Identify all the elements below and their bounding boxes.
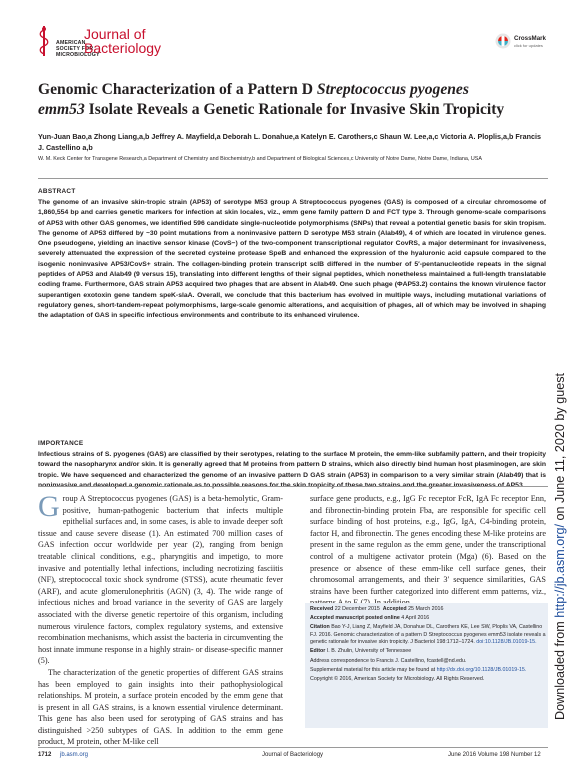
- footer-divider: [38, 747, 548, 748]
- footer-issue: June 2016 Volume 198 Number 12: [448, 752, 541, 758]
- abstract-text: The genome of an invasive skin-tropic strain (AP53) of serotype M53 group A Streptococcus pyogenes (GAS) is composed of a circular chromosome of 1,860,554 bp and carries genetic markers for infection at skin locales, viz., emm gene family pattern D and FCT type 3. Through genome-scale comparisons of AP53 with other GAS genomes, we identified 596 candidate single-nucleotide polymorphisms (SNPs) that reveal a potential genetic basis for skin tropism. The genome of AP53 differed by ~30 point mutations from a noninvasive pattern D serotype M53 strain (Alab49), 4 of which are located in virulence genes. One pseudogene, yielding an inactive sensor kinase (CovS−) of the two-component transcriptional regulator CovRS, a major determinant for invasiveness, severely attenuated the expression of the secreted cysteine protease SpeB and enhanced the expression of the hyaluronic acid capsule compared to the isogenic noninvasive AP53/CovS+ strain. The collagen-binding protein transcript sclB differed in the number of 5′-pentanucleotide repeats in the signal peptides of AP53 and Alab49 (9 versus 15), translating into different lengths of their signal peptides, which nonetheless maintained a full-length translatable coding frame. Furthermore, GAS strain AP53 acquired two phages that are absent in Alab49. One such phage (ΦAP53.2) contains the known virulence factor superantigen exotoxin gene tandem speK-slaA. Overall, we conclude that this bacterium has evolved in multiple ways, including mutational variations of regulatory genes, short-tandem-repeat polymorphisms, large-scale genomic alterations, and acquisition of phages, all of which may be involved in shaping the adaptation of GAS in specific infectious environments and contribute to its enhanced virulence.: [38, 199, 546, 320]
- importance-heading: IMPORTANCE: [38, 440, 84, 447]
- paragraph: surface gene products, e.g., IgG Fc receptor FcR, IgA Fc receptor Enn, and fibronectin-binding protein Fba, are responsible for specific cell surface binding of host proteins, e.g., IgG, IgA, C4-binding protein, factor H, and fibronectin. The genes encoding these M-like proteins are present in the same regulon as the emm gene, under the transcriptional control of a multigene activator protein (Mga) (6). Based on the presence or absence of these emm-like cell surface genes, their chromosomal arrangements, and their 3′ sequence similarities, GAS strains have been further categorized into different emm patterns, viz.,: [310, 494, 546, 596]
- citation: Citation Bao Y-J, Liang Z, Mayfield JA, Donahue DL, Carothers KE, Lee SW, Ploplis VA, Castellino FJ. 2016. Genomic characterization of a pattern D Streptococcus pyogenes emm53 isolate reveals a genetic rationale for invasive skin tropicity. J Bacteriol 198:1712–1724. doi:10.1128/JB.01019-15.: [310, 624, 546, 646]
- crossmark-icon: [495, 33, 511, 51]
- paragraph: The characterization of the genetic properties of different GAS strains has been employed to gain insights into their pathophysiological relationships. M protein, a surface protein encoded by the emm gene that is present in all GAS strains, is a known essential virulence determinant. This gene has also been used for serotyping of GAS strains and has distinguished >250 subtypes of GAS. In addition to the emm gene product, M protein, other M-like cell: [38, 667, 283, 747]
- website-link[interactable]: jb.asm.org: [60, 752, 89, 758]
- journal-link[interactable]: http://jb.asm.org/: [553, 524, 567, 618]
- page-number: 1712: [38, 752, 52, 758]
- paragraph: roup A Streptococcus pyogenes (GAS) is a beta-hemolytic, Gram-positive, human-pathogenic bacterium that infects multiple epithelial surfaces and, in some cases, is able to invade deeper soft tissue and cause severe disease (1). An estimated 700 million cases of GAS infection occur worldwide per year (2), ranging from benign treatable clinical conditions, e.g., pharyngitis and impetigo, to more invasive and potentially lethal infections, including necrotizing fasciitis (NF), streptococcal toxic shock syndrome (STSS), acute rheumatic fever (ARF), and acute glomerulonephritis (AGN) (3, 4). The wide range of infectious niches and broad variance in the severity of GAS are largely associated with the diverse genetic repertoire of this organism, including numerous virulence factors, complex regulatory systems, and extensive recombination mechanisms, which assist the bacteria in circumventing the host innate immune response in a highly strain- or disease-specific manner (5).: [38, 494, 283, 666]
- copyright: Copyright © 2016, American Society for Microbiology. All Rights Reserved.: [310, 675, 485, 682]
- journal-name[interactable]: Journal of Bacteriology: [84, 26, 162, 56]
- received-date: Received 22 December 2015 Accepted 25 March 2016: [310, 606, 444, 612]
- footer-journal: Journal of Bacteriology: [262, 752, 324, 758]
- crossmark-button[interactable]: CrossMark click for updates: [495, 33, 555, 59]
- editor: Editor I. B. Zhulin, University of Tennessee: [310, 648, 412, 655]
- body-divider: [38, 486, 548, 487]
- body-column-right: [310, 493, 546, 609]
- correspondence: Address correspondence to Francis J. Castellino, fcastell@nd.edu.: [310, 657, 467, 664]
- article-title: Genomic Characterization of a Pattern D Streptococcus pyogenes emm53 Isolate Reveals a Genetic Rationale for Invasive Skin Tropicity: [38, 81, 505, 118]
- affiliations: W. M. Keck Center for Transgene Research,a Department of Chemistry and Biochemistry,b and Department of Biological Sciences,c University of Notre Dame, Notre Dame, Indiana, USA: [38, 156, 482, 162]
- supplemental: Supplemental material for this article may be found at http://dx.doi.org/10.1128/JB.01019-15.: [310, 666, 527, 673]
- society-name: AMERICAN SOCIETY FOR MICROBIOLOGY: [56, 40, 100, 58]
- header-divider: [38, 178, 548, 179]
- importance-text: Infectious strains of S. pyogenes (GAS) are classified by their serotypes, relating to the surface M protein, the emm-like subfamily pattern, and their tropicity toward the nasopharynx and/or skin. It is generally agreed that M proteins from pattern D strains, which also directly bind human host plasminogen, are skin tropic. We have sequenced and characterized the genome of an invasive pattern D GAS strain (AP53) in comparison to a very similar strain (Alab49) that is noninvasive and developed a genomic rationale as to possible reasons for the skin tropicity of these two strains and the greater invasiveness of AP53.: [38, 451, 546, 489]
- author-list: Yun-Juan Bao,a Zhong Liang,a,b Jeffrey A. Mayfield,a Deborah L. Donahue,a Katelyn E. Carothers,c Shaun W. Lee,a,c Victoria A. Ploplis,a,b Francis J. Castellino a,b: [38, 132, 541, 152]
- dropcap: G: [38, 490, 60, 523]
- body-column-left: [38, 490, 283, 748]
- abstract-heading: ABSTRACT: [38, 188, 76, 195]
- supplemental-link[interactable]: http://dx.doi.org/10.1128/JB.01019-15.: [436, 666, 527, 673]
- doi-link[interactable]: doi:10.1128/JB.01019-15.: [476, 639, 537, 646]
- posted-date: Accepted manuscript posted online 4 April 2016: [310, 615, 430, 622]
- article-info: [310, 606, 546, 685]
- asm-logo-icon: [38, 26, 52, 56]
